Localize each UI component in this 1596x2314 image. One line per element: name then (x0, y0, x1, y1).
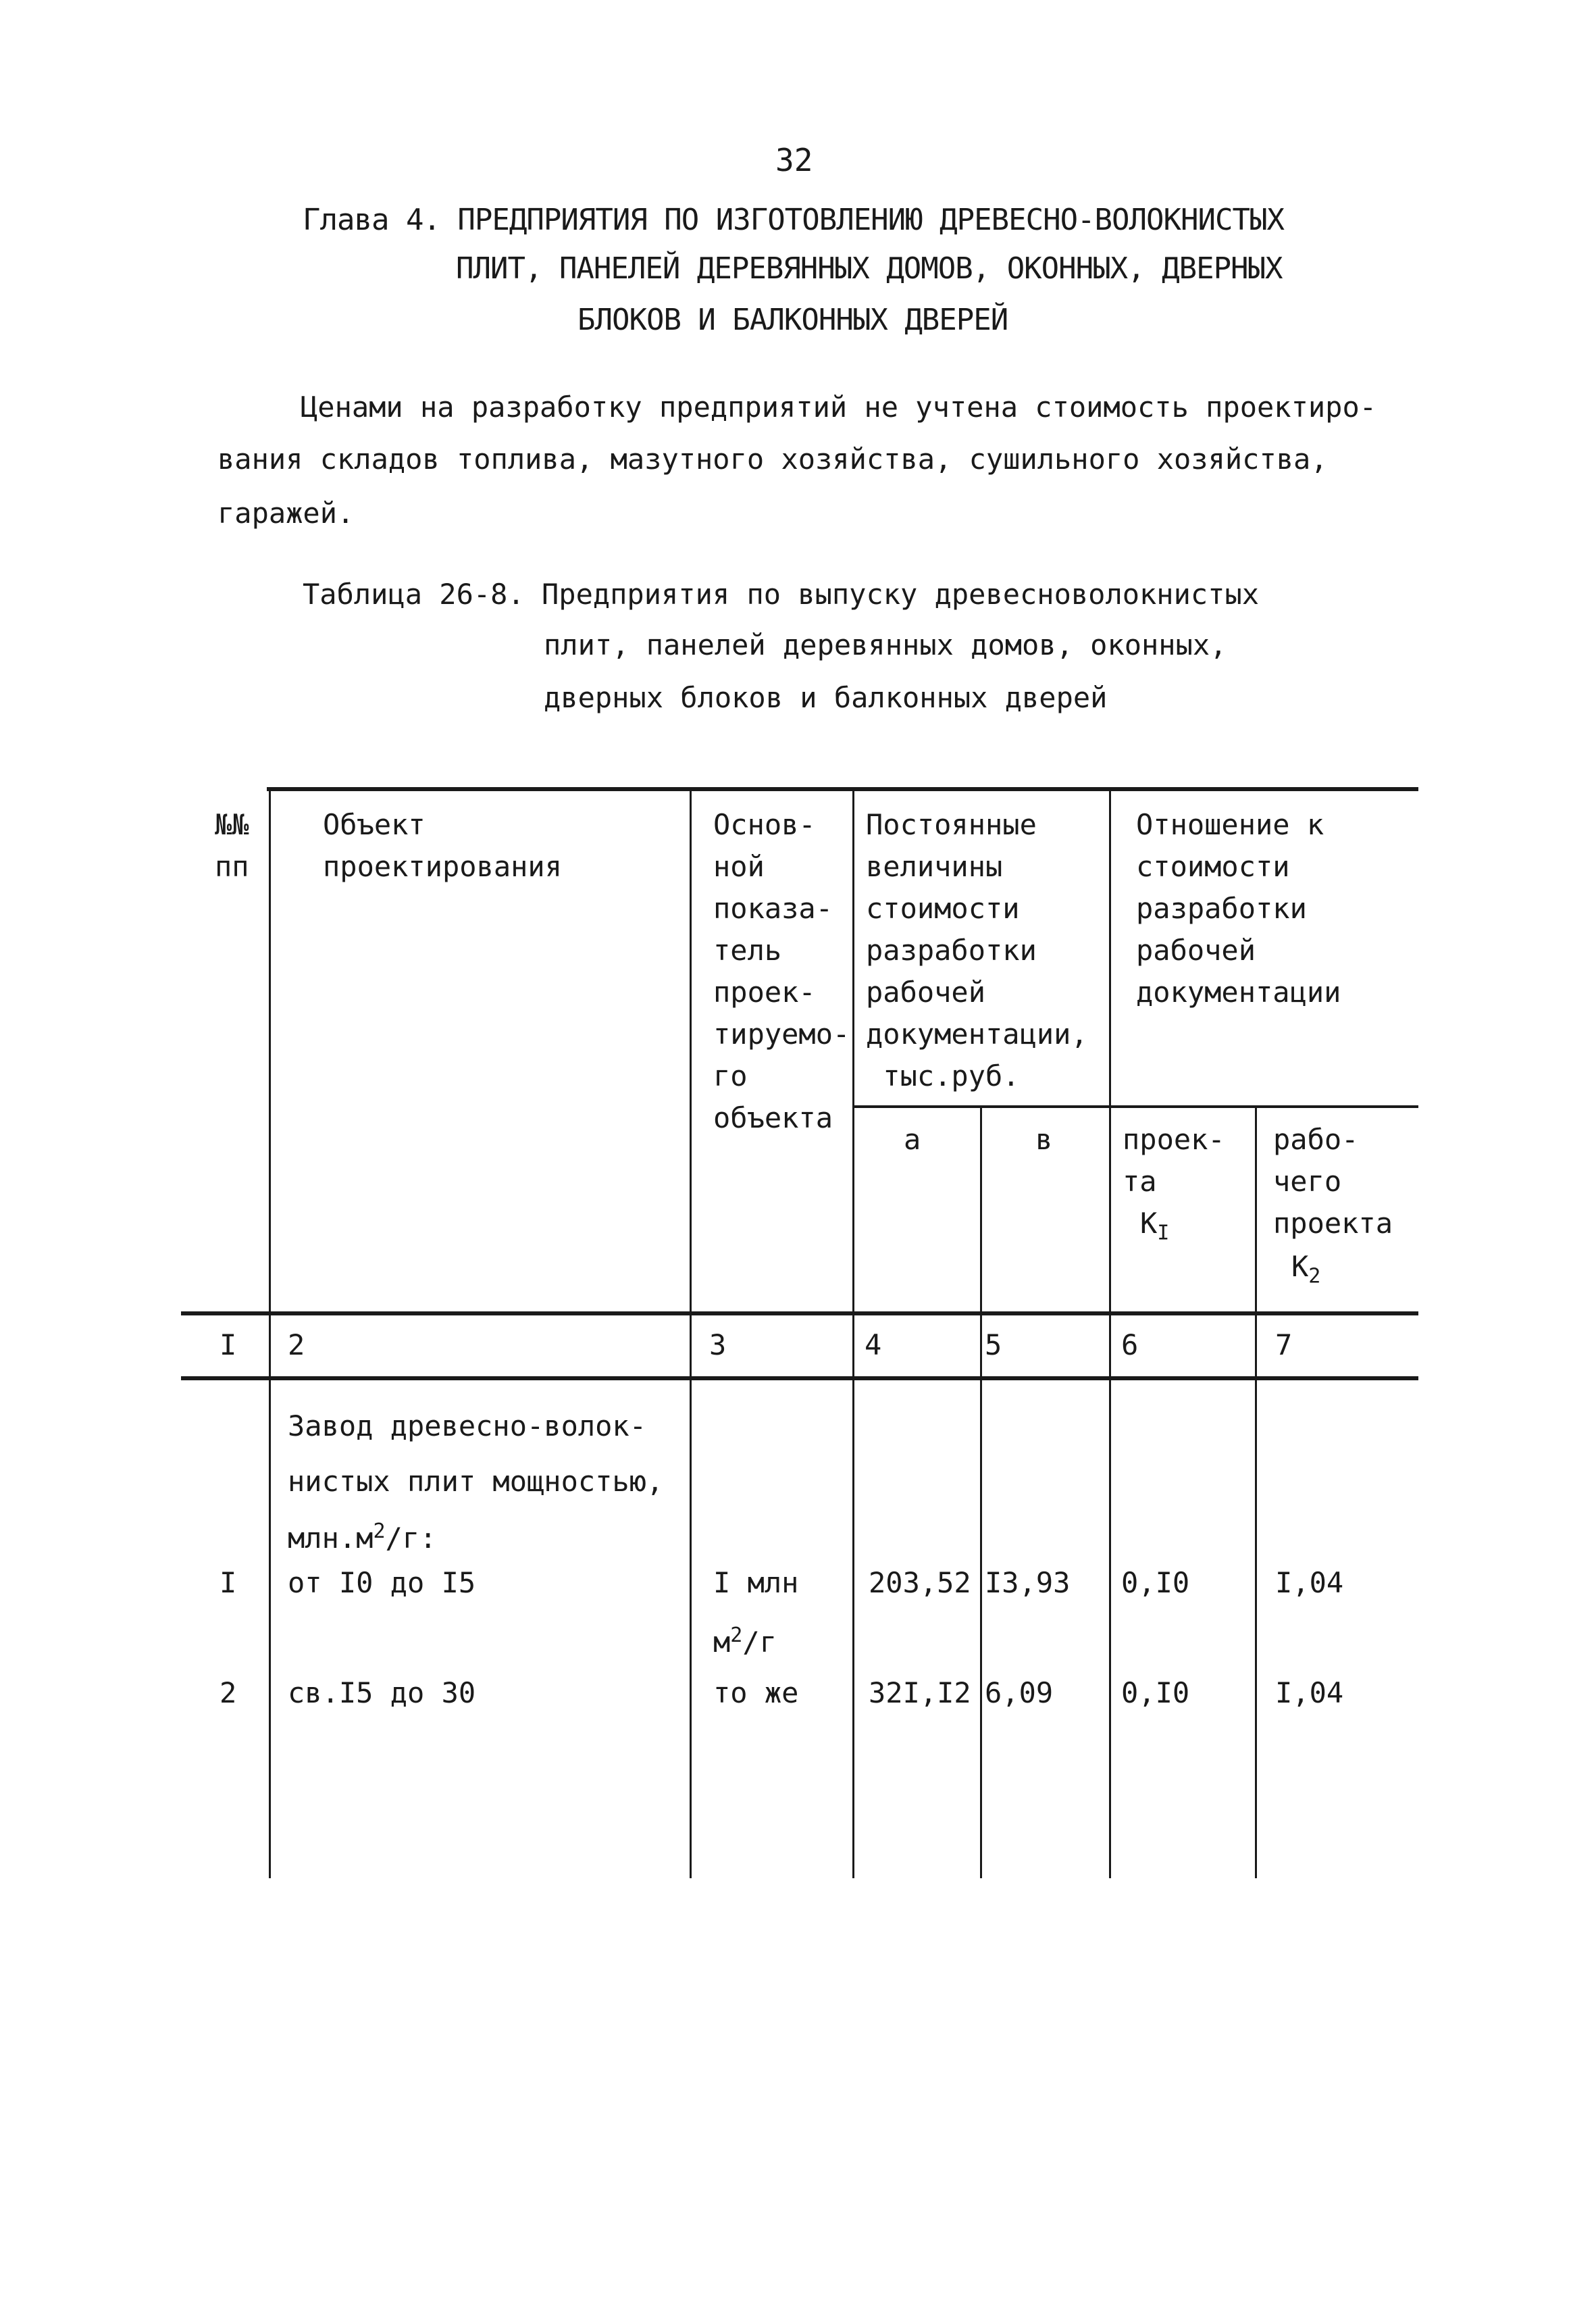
group-unit: $млн.м^2/г$: (288, 1519, 437, 1555)
table-subheader-rule (852, 1105, 1418, 1108)
header-num: №№ пп (215, 808, 249, 883)
column-number-1: I (220, 1328, 237, 1361)
header-k2-text: рабо- чего проекта (1273, 1123, 1393, 1240)
table-header-bottom-rule (181, 1311, 1418, 1315)
column-number-3: 3 (709, 1328, 727, 1361)
table-column-number-rule (181, 1376, 1418, 1380)
row-1-k2: I,04 (1275, 1566, 1344, 1599)
column-number-6: 6 (1121, 1328, 1139, 1361)
group-title: Завод древесно-волок- нистых плит мощностью, (288, 1409, 664, 1498)
chapter-heading-line-2: ПЛИТ, ПАНЕЛЕЙ ДЕРЕВЯННЫХ ДОМОВ, ОКОННЫХ, ДВЕРНЫХ (456, 251, 1283, 286)
table-col-line-2 (690, 789, 692, 1878)
row-2-k2: I,04 (1275, 1676, 1344, 1709)
row-2-a: 32I,I2 (869, 1676, 971, 1709)
row-1-object: от I0 до I5 (288, 1566, 476, 1599)
table-col-line-5 (1109, 789, 1111, 1878)
row-2-indicator: то же (713, 1676, 799, 1709)
chapter-heading-line-3: БЛОКОВ И БАЛКОННЫХ ДВЕРЕЙ (577, 303, 1008, 337)
table-caption-line-3: дверных блоков и балконных дверей (544, 681, 1108, 714)
column-number-5: 5 (985, 1328, 1002, 1361)
page-number: 32 (775, 142, 813, 178)
table-col-line-3 (852, 789, 854, 1878)
header-k2: $К_2$ (1291, 1250, 1321, 1288)
header-a: а (904, 1123, 921, 1156)
header-indicator: Основ- ной показа- тель проек- тируемо- го объекта (713, 808, 850, 1134)
table-col-line-4 (980, 1107, 982, 1878)
row-1-b: I3,93 (985, 1566, 1071, 1599)
table-col-line-6 (1255, 1107, 1257, 1878)
intro-line-3: гаражей. (217, 497, 355, 530)
intro-line-1: Ценами на разработку предприятий не учтена стоимость проектиро- (301, 391, 1377, 424)
row-2-object: св.I5 до 30 (288, 1676, 476, 1709)
row-2-b: 6,09 (985, 1676, 1054, 1709)
row-1-num: I (220, 1566, 237, 1599)
table-caption-line-2: плит, панелей деревянных домов, оконных, (544, 628, 1227, 661)
table-caption-line-1: Таблица 26-8. Предприятия по выпуску древесноволокнистых (303, 578, 1260, 611)
header-k1: $К_I$ (1140, 1207, 1170, 1245)
column-number-4: 4 (865, 1328, 882, 1361)
row-1-k1: 0,I0 (1121, 1566, 1190, 1599)
row-1-a: 203,52 (869, 1566, 971, 1599)
header-k1-text: проек- та (1123, 1123, 1225, 1198)
table-col-line-1 (269, 789, 271, 1878)
column-number-7: 7 (1275, 1328, 1293, 1361)
header-object: Объект проектирования (323, 808, 563, 883)
intro-line-2: вания складов топлива, мазутного хозяйства, сушильного хозяйства, (217, 443, 1328, 476)
row-2-k1: 0,I0 (1121, 1676, 1190, 1709)
header-ratio: Отношение к стоимости разработки рабочей документации (1136, 808, 1341, 1009)
row-2-num: 2 (220, 1676, 237, 1709)
column-number-2: 2 (288, 1328, 305, 1361)
row-1-indicator: I млн (713, 1566, 799, 1599)
table-top-rule (267, 787, 1418, 791)
header-b: в (1035, 1123, 1053, 1156)
chapter-heading-line-1: Глава 4. ПРЕДПРИЯТИЯ ПО ИЗГОТОВЛЕНИЮ ДРЕВЕСНО-ВОЛОКНИСТЫХ (303, 203, 1284, 237)
header-constants: Постоянные величины стоимости разработки рабочей документации, тыс.руб. (866, 808, 1088, 1092)
row-1-indicator-unit: $м^2/г$ (713, 1624, 777, 1659)
